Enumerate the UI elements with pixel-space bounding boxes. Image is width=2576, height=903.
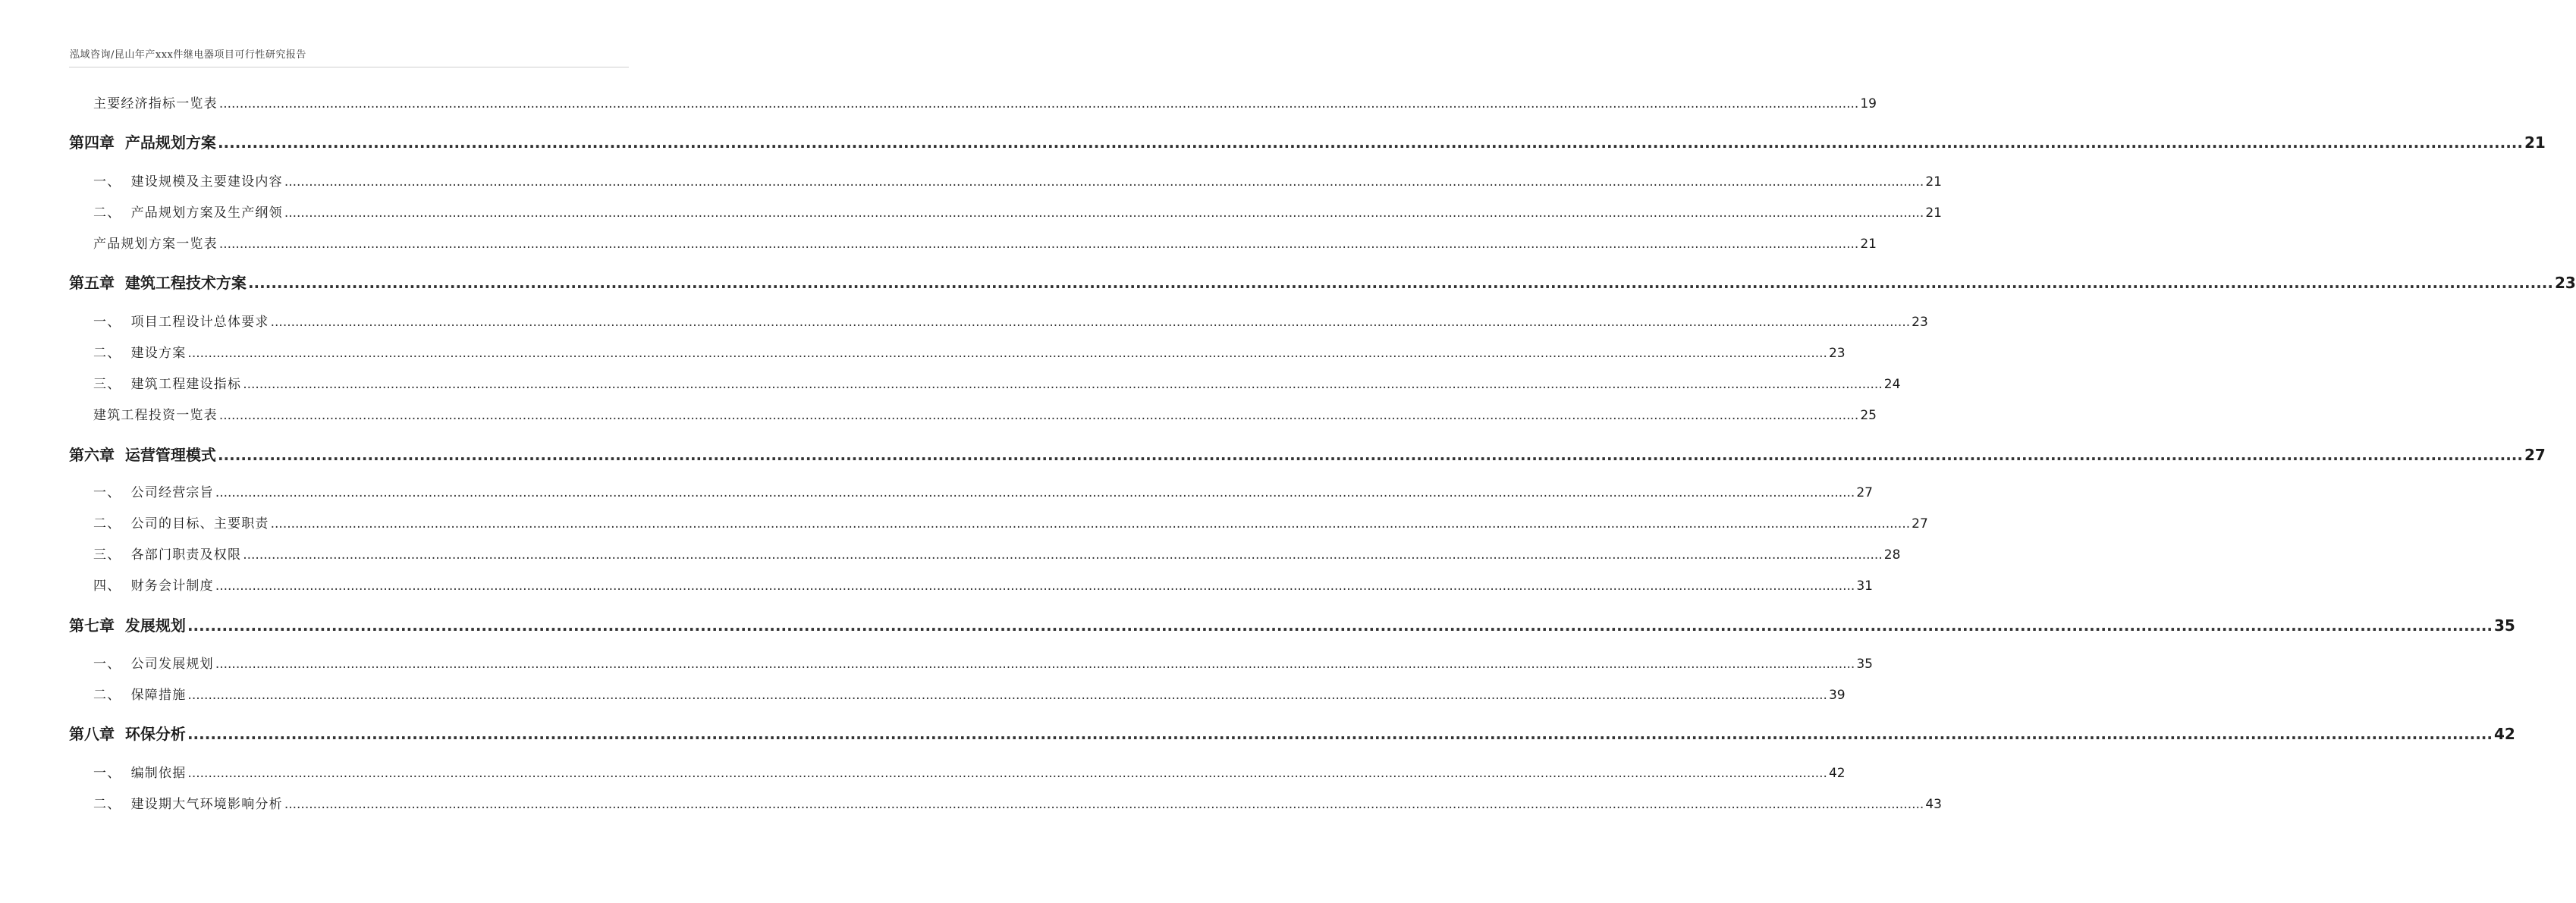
dot-leader: ................................................................................................................................................................................................................................................................................................................................................................................................................ xyxy=(218,96,1859,111)
toc-entry-chapter[interactable] xyxy=(69,271,2576,293)
toc-page-number: 23 xyxy=(1828,346,1846,361)
dot-leader: ................................................................................................................................................................................................................................................................................................................................................................................................................ xyxy=(187,346,1827,361)
toc-entry-label: 第五章 建筑工程技术方案 xyxy=(69,274,247,292)
dot-leader: ................................................................................................................................................................................................................................................................................................................................................................................................................ xyxy=(284,174,1924,190)
toc-entry-label: 第六章 运营管理模式 xyxy=(69,446,216,464)
toc-page-number: 42 xyxy=(2494,725,2515,743)
toc-page-number: 25 xyxy=(1860,408,1877,423)
toc-entry-section[interactable] xyxy=(69,171,1942,193)
toc-entry-label: 一、 公司发展规划 xyxy=(93,657,214,672)
toc-entry-section[interactable] xyxy=(69,793,1942,816)
toc-entry-label: 一、 建设规模及主要建设内容 xyxy=(93,174,283,190)
toc-entry-section[interactable] xyxy=(69,575,1873,597)
toc-entry-section[interactable] xyxy=(69,311,1928,334)
toc-entry-section[interactable] xyxy=(69,342,1846,365)
dot-leader: ................................................................................................................................................................................................................................................................................................................................................................................................................ xyxy=(284,797,1924,812)
toc-entry-section[interactable] xyxy=(69,202,1942,224)
toc-entry-sub[interactable] xyxy=(69,92,1877,115)
toc-entry-label: 第四章 产品规划方案 xyxy=(69,133,216,152)
dot-leader: ................................................................................................................................................................................................................................................................................................................................................................................................................ xyxy=(270,315,1911,330)
toc-page-number: 35 xyxy=(1856,657,1873,672)
toc-entry-label: 一、 公司经营宗旨 xyxy=(93,485,214,500)
toc-entry-label: 二、 公司的目标、主要职责 xyxy=(93,516,269,531)
toc-page-number: 39 xyxy=(1828,688,1846,703)
toc-page-number: 23 xyxy=(1912,315,1928,330)
toc-entry-section[interactable] xyxy=(69,481,1873,504)
toc-entry-chapter[interactable] xyxy=(69,613,2515,636)
dot-leader: ................................................................................................................................................................................................................................................................................................................................................................................................................ xyxy=(215,657,1855,672)
dot-leader: ................................................................................................................................................................................................................................................................................................................................................................................................................ xyxy=(217,446,2523,464)
toc-page-number: 21 xyxy=(1860,237,1877,252)
toc-page-number: 43 xyxy=(1925,797,1942,812)
toc-page-number: 21 xyxy=(1925,205,1942,221)
toc-entry-section[interactable] xyxy=(69,513,1928,535)
toc-page-number: 42 xyxy=(1828,766,1846,781)
toc-entry-label: 建筑工程投资一览表 xyxy=(93,408,218,423)
toc-page-number: 27 xyxy=(1912,516,1928,531)
toc-entry-sub[interactable] xyxy=(69,404,1877,427)
toc-entry-label: 第八章 环保分析 xyxy=(69,725,186,743)
toc-page-number: 19 xyxy=(1860,96,1877,111)
toc-entry-label: 三、 各部门职责及权限 xyxy=(93,547,242,563)
toc-entry-section[interactable] xyxy=(69,762,1846,785)
dot-leader: ................................................................................................................................................................................................................................................................................................................................................................................................................ xyxy=(187,766,1827,781)
dot-leader: ................................................................................................................................................................................................................................................................................................................................................................................................................ xyxy=(270,516,1911,531)
toc-page-number: 23 xyxy=(2555,274,2576,292)
toc-page-number: 28 xyxy=(1883,547,1901,563)
toc-page-number: 35 xyxy=(2494,616,2515,635)
toc-entry-label: 产品规划方案一览表 xyxy=(93,237,218,252)
toc-entry-section[interactable] xyxy=(69,373,1901,396)
toc-entry-chapter[interactable] xyxy=(69,722,2515,745)
dot-leader: ................................................................................................................................................................................................................................................................................................................................................................................................................ xyxy=(243,547,1883,563)
dot-leader: ................................................................................................................................................................................................................................................................................................................................................................................................................ xyxy=(187,616,2493,635)
toc-page-number: 27 xyxy=(1856,485,1873,500)
dot-leader: ................................................................................................................................................................................................................................................................................................................................................................................................................ xyxy=(218,237,1859,252)
toc-entry-label: 二、 建设方案 xyxy=(93,346,187,361)
toc-entry-label: 一、 编制依据 xyxy=(93,766,187,781)
running-header: 泓域咨询/昆山年产xxx件继电器项目可行性研究报告 xyxy=(70,49,306,61)
toc-page-number: 21 xyxy=(1925,174,1942,190)
dot-leader: ................................................................................................................................................................................................................................................................................................................................................................................................................ xyxy=(284,205,1924,221)
dot-leader: ................................................................................................................................................................................................................................................................................................................................................................................................................ xyxy=(217,133,2523,152)
toc-page-number: 31 xyxy=(1856,578,1873,594)
toc-entry-chapter[interactable] xyxy=(69,443,2546,466)
toc-entry-label: 二、 建设期大气环境影响分析 xyxy=(93,797,283,812)
dot-leader: ................................................................................................................................................................................................................................................................................................................................................................................................................ xyxy=(247,274,2553,292)
toc-entry-section[interactable] xyxy=(69,544,1901,566)
toc-page-number: 21 xyxy=(2524,133,2546,152)
toc-page-number: 27 xyxy=(2524,446,2546,464)
dot-leader: ................................................................................................................................................................................................................................................................................................................................................................................................................ xyxy=(187,688,1827,703)
dot-leader: ................................................................................................................................................................................................................................................................................................................................................................................................................ xyxy=(215,578,1855,594)
dot-leader: ................................................................................................................................................................................................................................................................................................................................................................................................................ xyxy=(243,377,1883,392)
toc-entry-sub[interactable] xyxy=(69,233,1877,256)
toc-entry-section[interactable] xyxy=(69,684,1846,707)
toc-entry-chapter[interactable] xyxy=(69,130,2546,153)
toc-page-number: 24 xyxy=(1883,377,1901,392)
dot-leader: ................................................................................................................................................................................................................................................................................................................................................................................................................ xyxy=(218,408,1859,423)
toc-entry-label: 一、 项目工程设计总体要求 xyxy=(93,315,269,330)
toc-entry-label: 主要经济指标一览表 xyxy=(93,96,218,111)
dot-leader: ................................................................................................................................................................................................................................................................................................................................................................................................................ xyxy=(215,485,1855,500)
toc-entry-label: 二、 产品规划方案及生产纲领 xyxy=(93,205,283,221)
toc-entry-label: 四、 财务会计制度 xyxy=(93,578,214,594)
toc-entry-label: 二、 保障措施 xyxy=(93,688,187,703)
dot-leader: ................................................................................................................................................................................................................................................................................................................................................................................................................ xyxy=(187,725,2493,743)
toc-entry-section[interactable] xyxy=(69,653,1873,676)
toc-entry-label: 三、 建筑工程建设指标 xyxy=(93,377,242,392)
toc-entry-label: 第七章 发展规划 xyxy=(69,616,186,635)
